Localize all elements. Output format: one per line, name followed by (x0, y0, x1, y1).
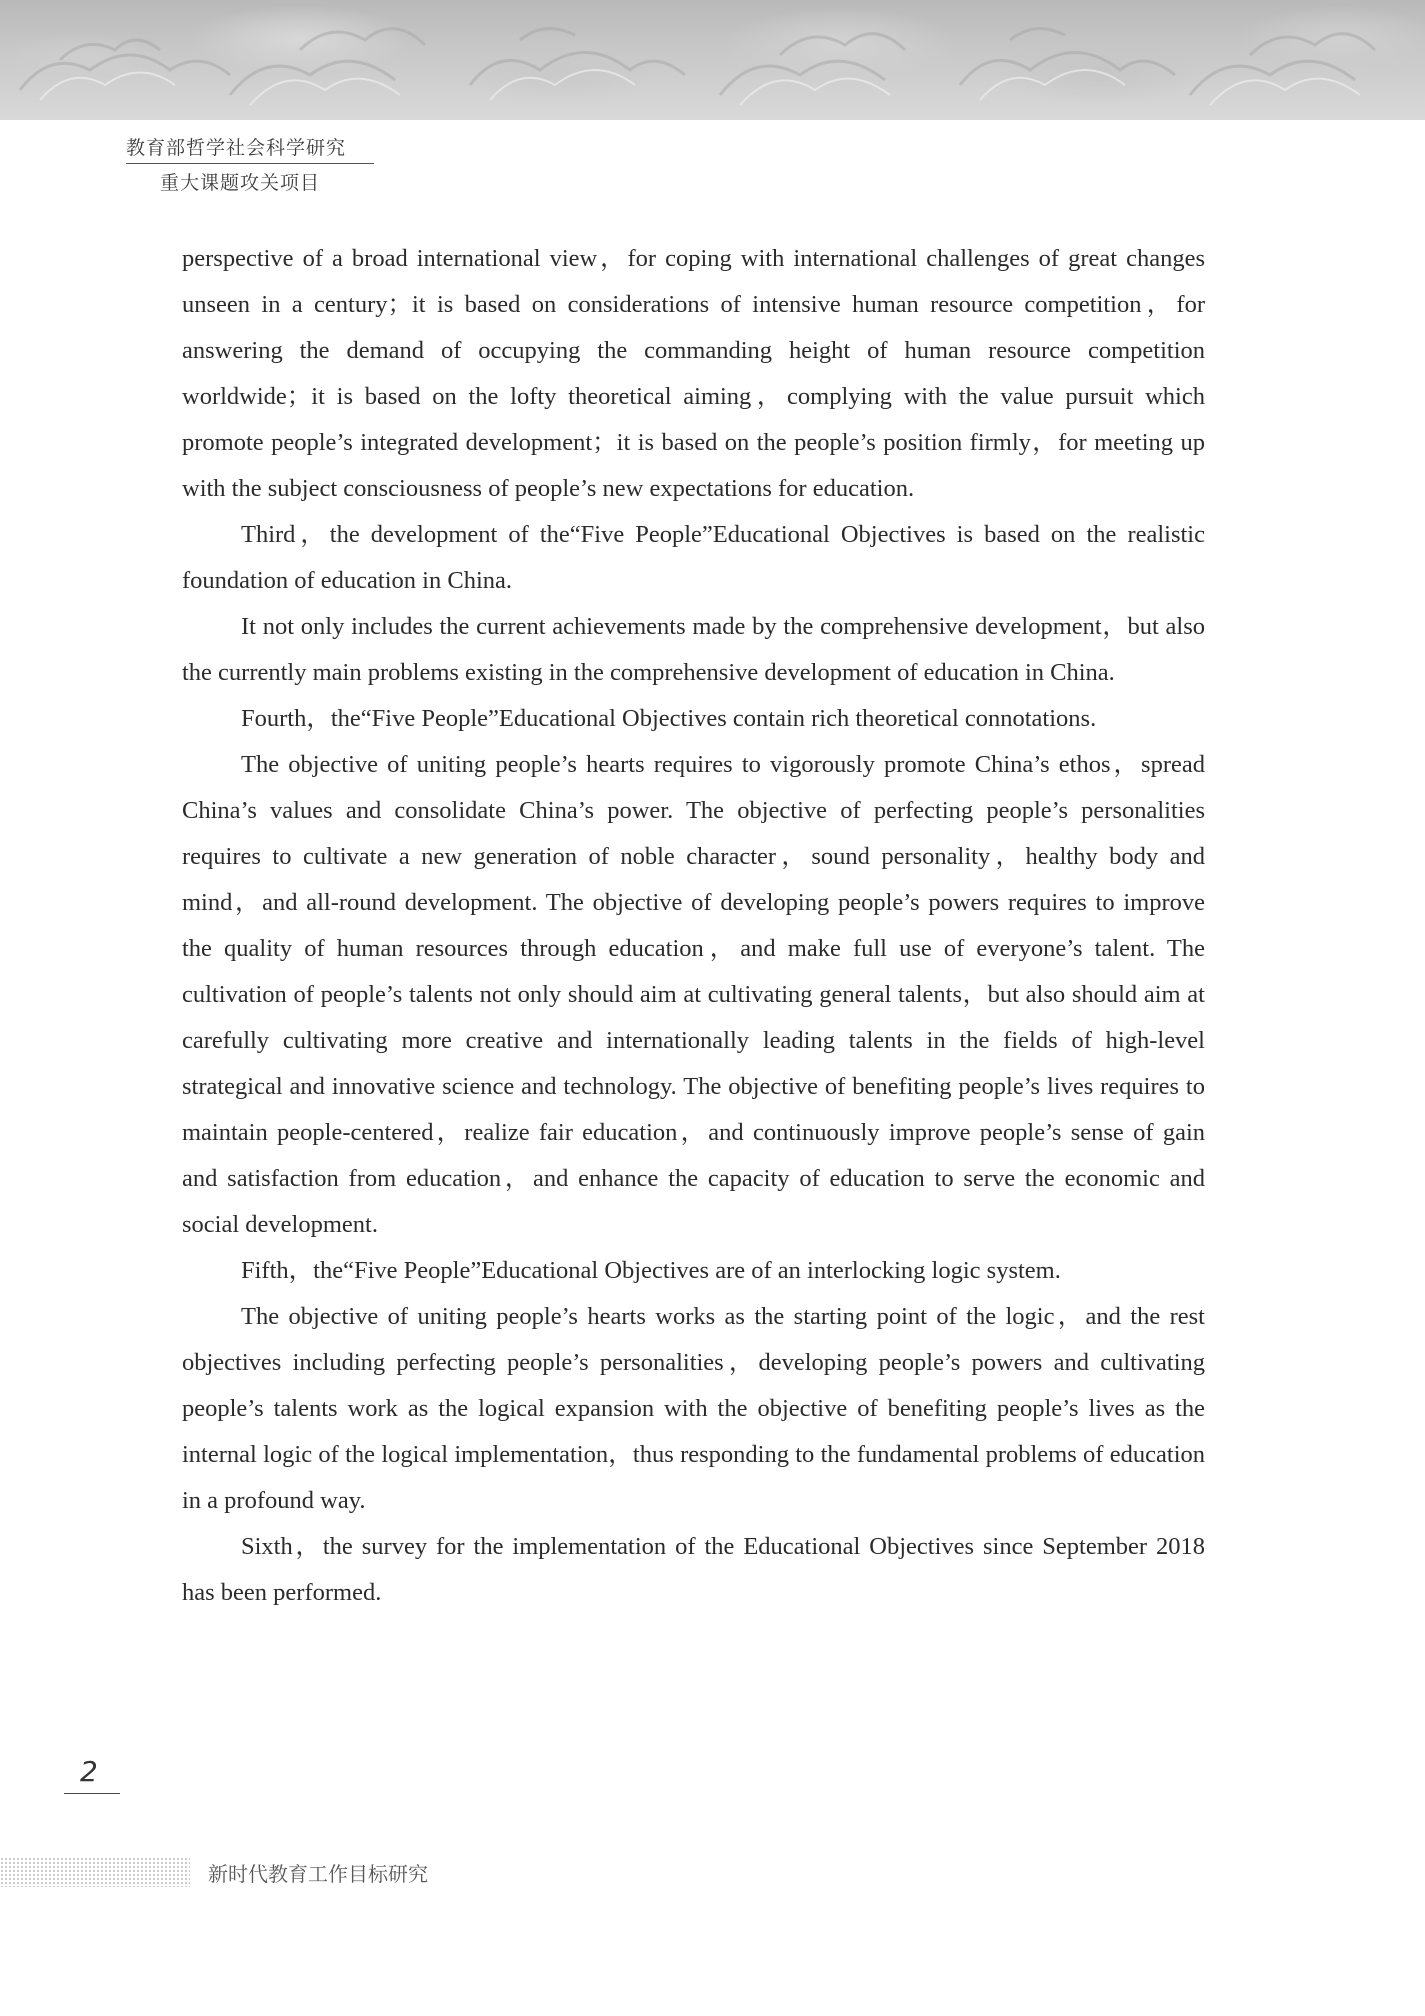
header-project-title: 重大课题攻关项目 (160, 172, 321, 194)
paragraph-fifth-detail: The objective of uniting people’s hearts works as the starting point of the logic，and the rest objectives including perfecting people’s personalities，developing people’s powers and cultivating people’s talents work as the logical expansion with the objective of benefiting people’s lives as the internal logic of the logical implementation，thus responding to the fundamental problems of education in a profound way. (182, 1303, 1205, 1514)
body-text (182, 236, 1205, 1616)
header-series-title: 教育部哲学社会科学研究 (126, 133, 374, 164)
footer-book-title: 新时代教育工作目标研究 (208, 1862, 428, 1886)
paragraph-continued: perspective of a broad international view，for coping with international challenges of great changes unseen in a century；it is based on considerations of intensive human resource competition，for answering the demand of occupying the commanding height of human resource competition worldwide；it is based on the lofty theoretical aiming，complying with the value pursuit which promote people’s integrated development；it is based on the people’s position firmly，for meeting up with the subject consciousness of people’s new expectations for education. (182, 245, 1205, 502)
page-number: 2 (80, 1755, 98, 1788)
page-number-rule (64, 1793, 120, 1794)
paragraph-fourth-detail: The objective of uniting people’s hearts requires to vigorously promote China’s ethos，spread China’s values and consolidate China’s power. The objective of perfecting people’s personalities requires to cultivate a new generation of noble character，sound personality，healthy body and mind，and all-round development. The objective of developing people’s powers requires to improve the quality of human resources through education，and make full use of everyone’s talent. The cultivation of people’s talents not only should aim at cultivating general talents，but also should aim at carefully cultivating more creative and internationally leading talents in the fields of high-level strategical and innovative science and technology. The objective of benefiting people’s lives requires to maintain people-centered，realize fair education，and continuously improve people’s sense of gain and satisfaction from education，and enhance the capacity of education to serve the economic and social development. (182, 751, 1205, 1238)
footer-dot-pattern (0, 1857, 190, 1887)
paragraph-sixth: Sixth，the survey for the implementation of the Educational Objectives since September 2018 has been performed. (182, 1533, 1205, 1606)
paragraph-third-detail: It not only includes the current achievements made by the comprehensive development，but also the currently main problems existing in the comprehensive development of education in China. (182, 613, 1205, 686)
running-header (126, 133, 374, 195)
decorative-cloud-banner (0, 0, 1425, 120)
cloud-pattern-icon (0, 0, 1425, 120)
paragraph-fifth: Fifth，the“Five People”Educational Objectives are of an interlocking logic system. (241, 1257, 1061, 1284)
paragraph-third: Third，the development of the“Five People”Educational Objectives is based on the realistic foundation of education in China. (182, 521, 1205, 594)
paragraph-fourth: Fourth，the“Five People”Educational Objectives contain rich theoretical connotations. (241, 705, 1097, 732)
